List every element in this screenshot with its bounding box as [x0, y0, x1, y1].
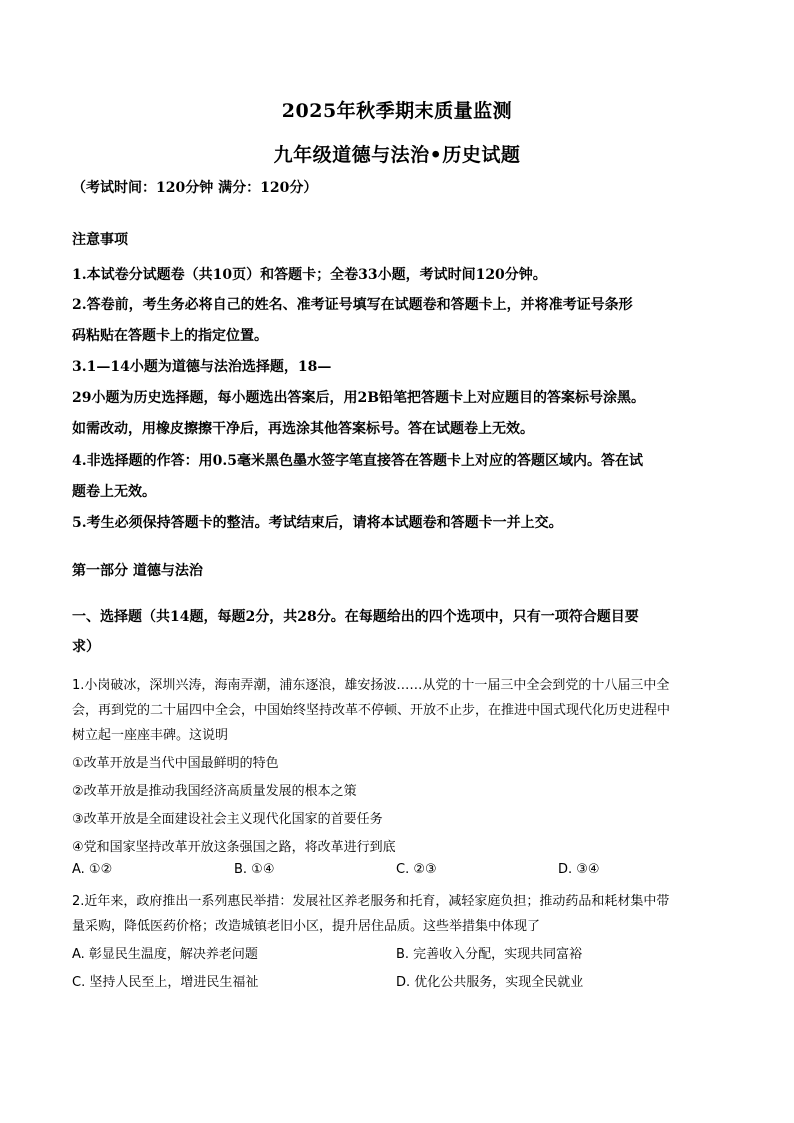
- part-heading: 第一部分 道德与法治: [72, 563, 203, 579]
- exam-info: （考试时间：120分钟 满分：120分）: [72, 180, 318, 196]
- question-1-option-a: A. ①②: [72, 862, 113, 877]
- notice-line: 29小题为历史选择题，每小题选出答案后，用2B铅笔把答题卡上对应题目的答案标号涂黑。: [72, 390, 646, 406]
- question-1-item: ③改革开放是全面建设社会主义现代化国家的首要任务: [72, 812, 383, 827]
- question-2-stem: 2.近年来，政府推出一系列惠民举措：发展社区养老服务和托育，减轻家庭负担；推动药品和耗材集中带: [72, 894, 670, 909]
- question-1-stem: 1.小岗破冰，深圳兴涛，海南弄潮，浦东逐浪，雄安扬波……从党的十一届三中全会到党的十八届三中全: [72, 678, 670, 693]
- section-heading: 一、选择题（共14题，每题2分，共28分。在每题给出的四个选项中，只有一项符合题目要: [72, 609, 639, 625]
- question-2-stem: 量采购，降低医药价格；改造城镇老旧小区，提升居住品质。这些举措集中体现了: [72, 919, 541, 934]
- question-1-item: ④党和国家坚持改革开放这条强国之路，将改革进行到底: [72, 840, 396, 855]
- question-2-option-d: D. 优化公共服务，实现全民就业: [396, 975, 584, 990]
- notice-line: 题卷上无效。: [72, 484, 156, 500]
- notice-line: 码粘贴在答题卡上的指定位置。: [72, 328, 268, 344]
- question-1-option-c: C. ②③: [396, 862, 437, 877]
- question-1-option-d: D. ③④: [558, 862, 600, 877]
- notice-line: 3.1—14小题为道德与法治选择题，18—: [72, 359, 332, 375]
- notice-line: 5.考生必须保持答题卡的整洁。考试结束后，请将本试题卷和答题卡一并上交。: [72, 515, 563, 531]
- exam-subtitle: 九年级道德与法治•历史试题: [273, 144, 521, 166]
- section-heading-cont: 求）: [72, 639, 100, 655]
- question-1-stem: 会，再到党的二十届四中全会，中国始终坚持改革不停顿、开放不止步，在推进中国式现代化历史进程中: [72, 703, 671, 718]
- question-2-option-b: B. 完善收入分配，实现共同富裕: [396, 947, 583, 962]
- question-1-item: ①改革开放是当代中国最鲜明的特色: [72, 756, 279, 771]
- question-2-option-c: C. 坚持人民至上，增进民生福祉: [72, 975, 259, 990]
- notice-line: 4.非选择题的作答：用0.5毫米黑色墨水签字笔直接答在答题卡上对应的答题区域内。答在试: [72, 453, 643, 469]
- question-1-item: ②改革开放是推动我国经济高质量发展的根本之策: [72, 784, 357, 799]
- question-1-stem: 树立起一座座丰碑。这说明: [72, 728, 229, 743]
- exam-title: 2025年秋季期末质量监测: [281, 100, 513, 122]
- question-1-option-b: B. ①④: [234, 862, 275, 877]
- notice-heading: 注意事项: [72, 232, 128, 248]
- notice-line: 1.本试卷分试题卷（共10页）和答题卡；全卷33小题，考试时间120分钟。: [72, 267, 547, 283]
- notice-line: 如需改动，用橡皮擦擦干净后，再选涂其他答案标号。答在试题卷上无效。: [72, 421, 534, 437]
- notice-line: 2.答卷前，考生务必将自己的姓名、准考证号填写在试题卷和答题卡上，并将准考证号条形: [72, 297, 633, 313]
- question-2-option-a: A. 彰显民生温度，解决养老问题: [72, 947, 258, 962]
